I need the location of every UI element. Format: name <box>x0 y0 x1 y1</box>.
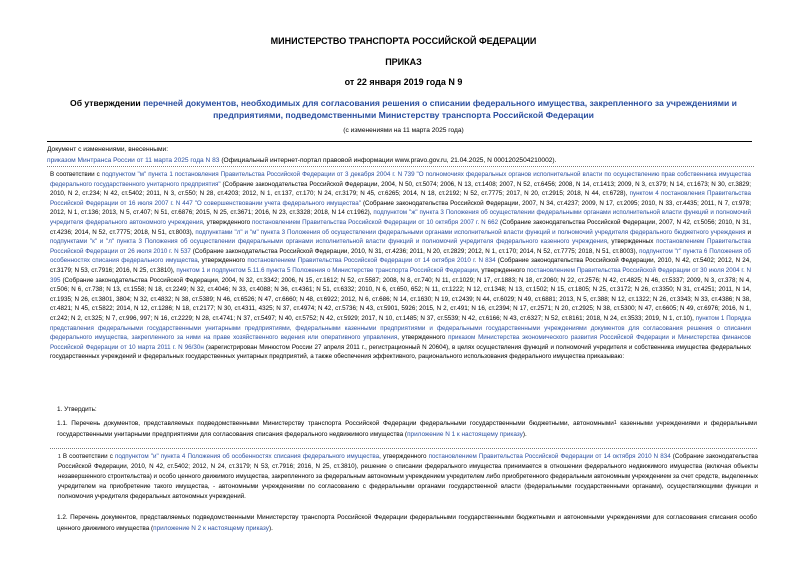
item-1-1 <box>57 418 757 440</box>
footnote-text-4: (Собрание законодательства Российской Федерации, 2010, N 42, ст.5402; 2012, N 24, ст.3179; N 53, ст.7916; 2016, N 25, ст.3810), решение о списании федерального имущества принимается в отношении федерального недвижимого имущества (включая объекты незавершенного строительства) и особо ценного движимого имущества, закрепленного за федеральным автономным учреждением учредителем либо приобретенного федеральным автономным учреждением за счет средств, выделенных учредителем на приобретение такого имущества, - автономными учреждениями по согласованию с федеральными органами государственной власти (федеральными государственными органами), осуществляющими функции и полномочия учредителя федеральных автономных учреждений. <box>58 453 758 500</box>
item-1-1-text2: казенными учреждениями и федеральными государственными унитарными предприятиями для согласования списания федерального недвижимого имущества ( <box>57 420 757 438</box>
preamble-text-26: (зарегистрирован Минюстом России 27 апреля 2011 г., регистрационный N 20604), в целях осуществления функций и полномочий учредителя и собственника имущества федеральных государственных учреждений и федеральных государственных унитарных предприятий, а также обеспечения эффективного, рационального использования федерального имущества приказываю: <box>50 343 751 361</box>
order-type: ПРИКАЗ <box>385 57 422 67</box>
preamble-text-4: (Собрание законодательства Российской Федерации, 2007, N 34, ст.4237; 2009, N 17, ст.2095; 2010, N 33, ст.4435; 2011, N 7, ст.978; 2012, N 1, ст.136; 2013, N 5, ст.407; N 51, ст.6876; 2015, N 25, ст.3671; 2016, N 23, ст.3328; 2018, N 14 ст.1962), <box>50 199 751 217</box>
preamble-link-19[interactable]: пунктом 1 и подпунктом 5.11.6 пункта 5 Положения о Министерстве транспорта Российской Федерации <box>176 266 478 274</box>
item-1-2-end: ). <box>268 525 273 532</box>
footnote-number: 1 <box>58 454 61 460</box>
item-1-2 <box>57 512 757 534</box>
amendment-details: (Официальный интернет-портал правовой информации www.pravo.gov.ru, 21.04.2025, N 0001202504210002). <box>219 157 557 164</box>
amendments-entry <box>47 155 752 166</box>
subject-prefix: Об утверждении <box>70 98 144 108</box>
footnote-marker[interactable]: 1 <box>613 420 617 426</box>
preamble-paragraph <box>47 166 754 362</box>
preamble-link-15[interactable]: подпунктом "г" пункта 6 Положения об особенностях списания федерального имущества <box>50 247 751 265</box>
preamble-link-21[interactable]: постановлением Правительства Российской Федерации от 30 июля 2004 г. N 395 <box>50 266 751 284</box>
amendments-label: Документ с изменениями, внесенными: <box>47 146 169 153</box>
subject-link[interactable]: перечней документов, необходимых для согласования решения о списании федерального имущества, закрепленного за учреждениями и предприятиями, подведомственными Министерству транспорта Российской Федерации <box>143 98 737 120</box>
preamble-text-14: (Собрание законодательства Российской Федерации, 2010, N 31, ст.4236; 2011, N 20, ст.2829; 2012, N 1, ст.170; 2014, N 52, ст.7775; 2018, N 51, ст.8003), <box>190 247 640 255</box>
footnote-divider <box>50 448 757 449</box>
amendments-block <box>47 141 752 166</box>
item-1-1-text: 1.1. Перечень документов, представляемых подведомственными Министерству транспорта Российской Федерации федеральными государственными бюджетными, автономными <box>57 420 614 427</box>
footnote-block <box>58 452 758 502</box>
approve-heading: 1. Утвердить: <box>57 406 97 413</box>
amendment-link[interactable]: приказом Минтранса России от 11 марта 2025 года N 83 <box>47 157 220 164</box>
amendment-note: (с изменениями на 11 марта 2025 года) <box>343 127 464 134</box>
footnote-text-2: , утвержденного <box>379 453 429 460</box>
preamble-text-0: В соответствии с <box>50 171 102 178</box>
order-subject <box>70 97 737 121</box>
item-1-1-end: ). <box>522 431 527 438</box>
preamble-text-10: и <box>745 228 751 236</box>
appendix-2-link[interactable]: приложение N 2 к настоящему приказу <box>153 525 269 532</box>
preamble-text-24: , утвержденного <box>397 334 449 342</box>
preamble-text-12: , утвержденных <box>606 238 657 246</box>
preamble-link-9[interactable]: подпунктами "л" и "м" пункта 3 Положения об осуществлении федеральными органами исполнительной власти функций и полномочий учредителя федерального бюджетного учреждения <box>195 228 746 236</box>
preamble-block <box>47 166 754 362</box>
preamble-text-2: (Собрание законодательства Российской Федерации, 2004, N 50, ст.5074; 2006, N 13, ст.1408; 2007, N 52, ст.6456; 2008, N 14, ст.1413; 2009, N 3, ст.379; N 14, ст.1673; N 30, ст.3829; 2010, N 2, ст.234; N 42, ст.5402; 2011, N 3, ст.550; N 28, ст.4203; 2012, N 1, ст.137, ст.170; N 24, ст.3179; N 45, ст.6265; 2014, N 18, ст.2192; N 52, ст.7775; 2017, N 20, ст.2915; 2018, N 44, ст.6728), <box>50 180 751 198</box>
preamble-link-17[interactable]: постановлением Правительства Российской Федерации от 14 октября 2010 г. N 834 <box>247 257 496 265</box>
preamble-link-11[interactable]: подпунктами "к" и "л" пункта 3 Положения об осуществлении федеральными органами исполнительной власти функций и полномочий учредителя федерального казенного учреждения <box>50 238 607 246</box>
footnote-link-3[interactable]: постановлением Правительства Российской Федерации от 14 октября 2010 N 834 <box>428 453 671 460</box>
preamble-text-8: (Собрание законодательства Российской Федерации, 2007, N 42, ст.5056; 2010, N 31, ст.4236; 2014, N 52, ст.7775; 2018, N 51, ст.8003), <box>50 218 751 236</box>
footnote-text-0: В соответствии с <box>60 453 115 460</box>
ministry-title: МИНИСТЕРСТВО ТРАНСПОРТА РОССИЙСКОЙ ФЕДЕРАЦИИ <box>270 36 537 46</box>
preamble-link-7[interactable]: постановлением Правительства Российской Федерации от 10 октября 2007 г. N 662 <box>252 218 499 226</box>
footnote-text <box>58 453 758 500</box>
preamble-link-5[interactable]: подпунктом "ж" пункта 3 Положения об осуществлении федеральными органами исполнительной власти функций и полномочий учредителя федерального автономного учреждения <box>50 209 751 226</box>
preamble-link-23[interactable]: пунктом 1 Порядка представления федеральными государственными унитарными предприятиями, федеральными казенными предприятиями и федеральными государственными учреждениями документов для согласования решения о списании федерального имущества, закрепленного за ними на праве хозяйственного ведения или оперативного управления <box>50 314 751 342</box>
preamble-link-1[interactable]: подпунктом "м" пункта 1 постановления Правительства Российской Федерации от 3 декабря 2004 г. N 739 "О полномочиях федеральных органов исполнительной власти по осуществлению прав собственника имущества федерального государственного унитарного предприятия" <box>50 171 751 188</box>
footnote-link-1[interactable]: подпунктом "и" пункта 4 Положения об особенностях списания федерального имущества <box>114 453 380 460</box>
preamble-text-18: (Собрание законодательства Российской Федерации, 2010, N 42, ст.5402; 2012, N 24, ст.3179; N 53, ст.7916; 2016, N 25, ст.3810), <box>50 257 751 274</box>
preamble-link-3[interactable]: пунктом 4 постановления Правительства Российской Федерации от 16 июля 2007 г. N 447 "О совершенствовании учета федерального имущества" <box>50 190 751 207</box>
preamble-text-20: , утвержденного <box>477 266 527 274</box>
preamble-text-16: , утвержденного <box>197 257 248 265</box>
preamble-link-25[interactable]: приказом Министерства экономического развития Российской Федерации и Министерства финансов Российской Федерации от 10 марта 2011 г. N 96/30н <box>50 334 751 351</box>
item-1-2-text: 1.2. Перечень документов, представляемых подведомственными Министерству транспорта Российской Федерации федеральными государственными бюджетными и автономными учреждениями для согласования списания особо ценного движимого имущества ( <box>57 514 757 532</box>
preamble-link-13[interactable]: постановлением Правительства Российской Федерации от 26 июля 2010 г. N 537 <box>50 238 751 255</box>
amendments-divider <box>47 141 752 142</box>
preamble-text-6: , утвержденного <box>202 218 253 226</box>
order-date: от 22 января 2019 года N 9 <box>344 77 463 87</box>
preamble-text-22: (Собрание законодательства Российской Федерации, 2004, N 32, ст.3342; 2006, N 15, ст.1612; N 52, ст.5587; 2008, N 8, ст.740; N 11, ст.1029; N 17, ст.1883; N 18, ст.2060; N 22, ст.2576; N 42, ст.4825; N 46, ст.5337; 2009, N 3, ст.378; N 4, ст.506; N 6, ст.738; N 13, ст.1558; N 18, ст.2249; N 32, ст.4046; N 33, ст.4088; N 36, ст.4361; N 51, ст.6332; 2010, N 6, ст.650, 652; N 11, ст.1222; N 12, ст.1348; N 13, ст.1502; N 15, ст.1805; N 25, ст.3172; N 26, ст.3350; N 31, ст.4251; 2011, N 14, ст.1935; N 26, ст.3801, 3804; N 32, ст.4832; N 38, ст.5389; N 46, ст.6526; N 47, ст.6660; N 48, ст.6922; 2012, N 6, ст.686; N 14, ст.1630; N 19, ст.2439; N 44, ст.6029; N 49, ст.6881; 2013, N 5, ст.388; N 12, ст.1322; N 26, ст.3343; N 33, ст.4386; N 38, ст.4821; N 45, ст.5822; 2014, N 12, ст.1286; N 18, ст.2177; N 30, ст.4311, 4325; N 37, ст.4974; N 42, ст.5736; N 43, ст.5901, 5926; 2015, N 2, ст.491; N 16, ст.2394; N 17, ст.2571; N 20, ст.2925; N 38, ст.5300; N 47, ст.6605; N 49, ст.6976; 2016, N 1, ст.242; N 2, ст.325; N 7, ст.996, 997; N 16, ст.2229; N 28, ст.4741; N 37, ст.5497; N 40, ст.5752; N 42, ст.5929; 2017, N 10, ст.1485; N 37, ст.5539; N 42, ст.6166; N 43, ст.6327; N 52, ст.8161; 2018, N 24, ст.3533; 2019, N 1, ст.10), <box>50 276 751 322</box>
appendix-1-link[interactable]: приложение N 1 к настоящему приказу <box>407 431 523 438</box>
